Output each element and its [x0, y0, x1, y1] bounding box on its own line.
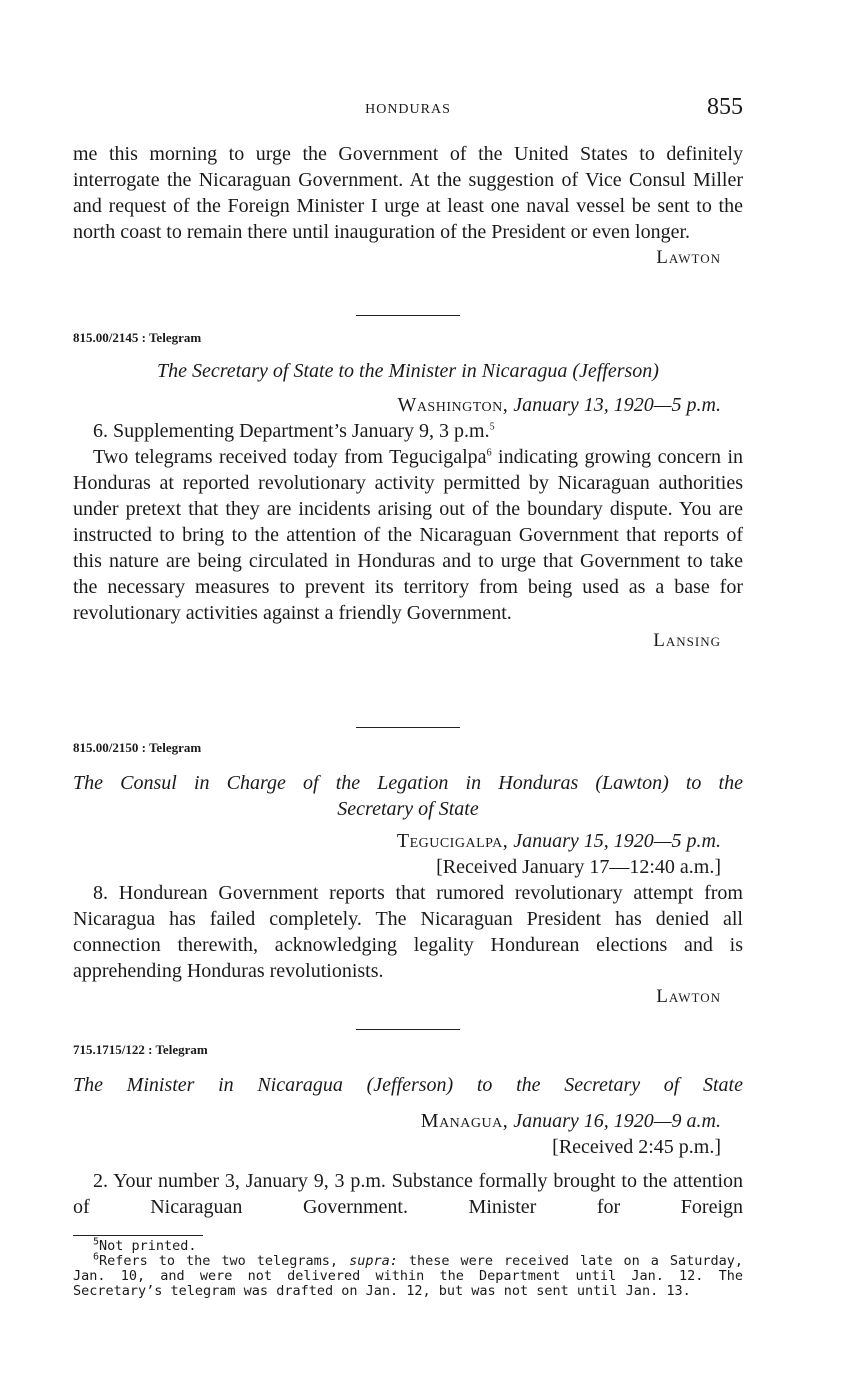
dateline-date: January 16, 1920—9 a.m.: [513, 1110, 721, 1132]
telegram-paragraph: 8. Hondurean Government reports that rumored revolutionary attempt from Nicaragua has failed completely. The Nicaraguan President has denied all connection therewith, acknowledging legality Hondurean elections and is apprehending Honduras revolutionists.: [73, 882, 743, 982]
dateline: [73, 828, 743, 854]
dateline-date: January 13, 1920—5 p.m.: [513, 394, 721, 416]
received-line: [Received January 17—12:40 a.m.]: [436, 856, 721, 878]
dateline-date: January 15, 1920—5 p.m.: [513, 830, 721, 852]
paragraph-text: indicating growing concern in Honduras at reported revolutionary activity permitted by Nicaraguan authorities under pretext that they are incidents arising out of the boundary dispute. You are instructed to bring to the attention of the Nicaraguan Government that reports of this nature are being circulated in Honduras and to urge that Government to take the necessary measures to prevent its territory from being used as a base for revolutionary activities against a friendly Government.: [73, 446, 743, 624]
page-number: 855: [707, 94, 743, 120]
document-title: The Secretary of State to the Minister in Nicaragua (Jefferson): [157, 360, 659, 382]
telegram-paragraph: 2. Your number 3, January 9, 3 p.m. Substance formally brought to the attention of Nicaraguan Government. Minister for Foreign: [73, 1170, 743, 1218]
dateline: [73, 392, 743, 418]
telegram-paragraph: [73, 418, 743, 444]
file-number: 715.1715/122 : Telegram: [73, 1042, 208, 1057]
file-number: 815.00/2150 : Telegram: [73, 740, 202, 755]
running-head: HONDURAS: [365, 102, 451, 117]
footnote-ref: 5: [489, 421, 495, 433]
footnote-text: Not printed.: [99, 1238, 197, 1254]
telegram-paragraph: [73, 444, 743, 626]
footnote-text: these were received late on a Saturday, Jan. 10, and were not delivered within the Department until Jan. 12. The Secretary’s telegram was drafted on Jan. 12, but was not sent until Jan. 13.: [73, 1253, 744, 1299]
file-number: 815.00/2145 : Telegram: [73, 330, 202, 345]
page-header: [73, 92, 743, 126]
section-divider: [356, 315, 460, 316]
dateline-place: Tegucigalpa,: [396, 830, 509, 852]
continuation-paragraph: me this morning to urge the Government of the United States to definitely interrogate the Nicaraguan Government. At the suggestion of Vice Consul Miller and request of the Foreign Minister I urge at least one naval vessel be sent to the north coast to remain there until inauguration of the President or even longer.: [73, 143, 743, 243]
telegram-2145: [73, 328, 743, 654]
footnote-number: 6: [93, 1251, 100, 1263]
section-divider: [356, 727, 460, 728]
footnotes: [73, 1235, 743, 1299]
signature-lawton-2: Lawton: [656, 986, 721, 1007]
footnote-6: [73, 1251, 744, 1299]
signature-lawton-1: Lawton: [656, 247, 721, 268]
dateline-place: Managua,: [420, 1110, 509, 1132]
footnote-number: 5: [93, 1236, 100, 1248]
continuation-section: [73, 141, 743, 271]
title-line: The Consul in Charge of the Legation in Honduras (Lawton) to the: [73, 772, 743, 794]
received-line: [Received 2:45 p.m.]: [552, 1136, 721, 1158]
document-title: The Minister in Nicaragua (Jefferson) to the Secretary of State: [73, 1074, 743, 1096]
telegram-2150: [73, 738, 743, 1010]
footnote-5: [73, 1236, 743, 1254]
footnote-ref: 6: [486, 447, 492, 459]
signature-lansing: Lansing: [653, 630, 721, 651]
footnote-emphasis: supra:: [349, 1253, 398, 1269]
document-title-line2: Secretary of State: [337, 798, 479, 820]
dateline: [73, 1108, 743, 1134]
telegram-122: [73, 1040, 743, 1220]
footnote-text: Refers to the two telegrams,: [99, 1253, 350, 1269]
section-divider: [356, 1029, 460, 1030]
paragraph-text: 6. Supplementing Department’s January 9, 3 p.m.: [93, 420, 490, 442]
dateline-place: Washington,: [397, 394, 509, 416]
paragraph-text: Two telegrams received today from Tegucigalpa: [93, 446, 487, 468]
document-title: [73, 770, 743, 796]
